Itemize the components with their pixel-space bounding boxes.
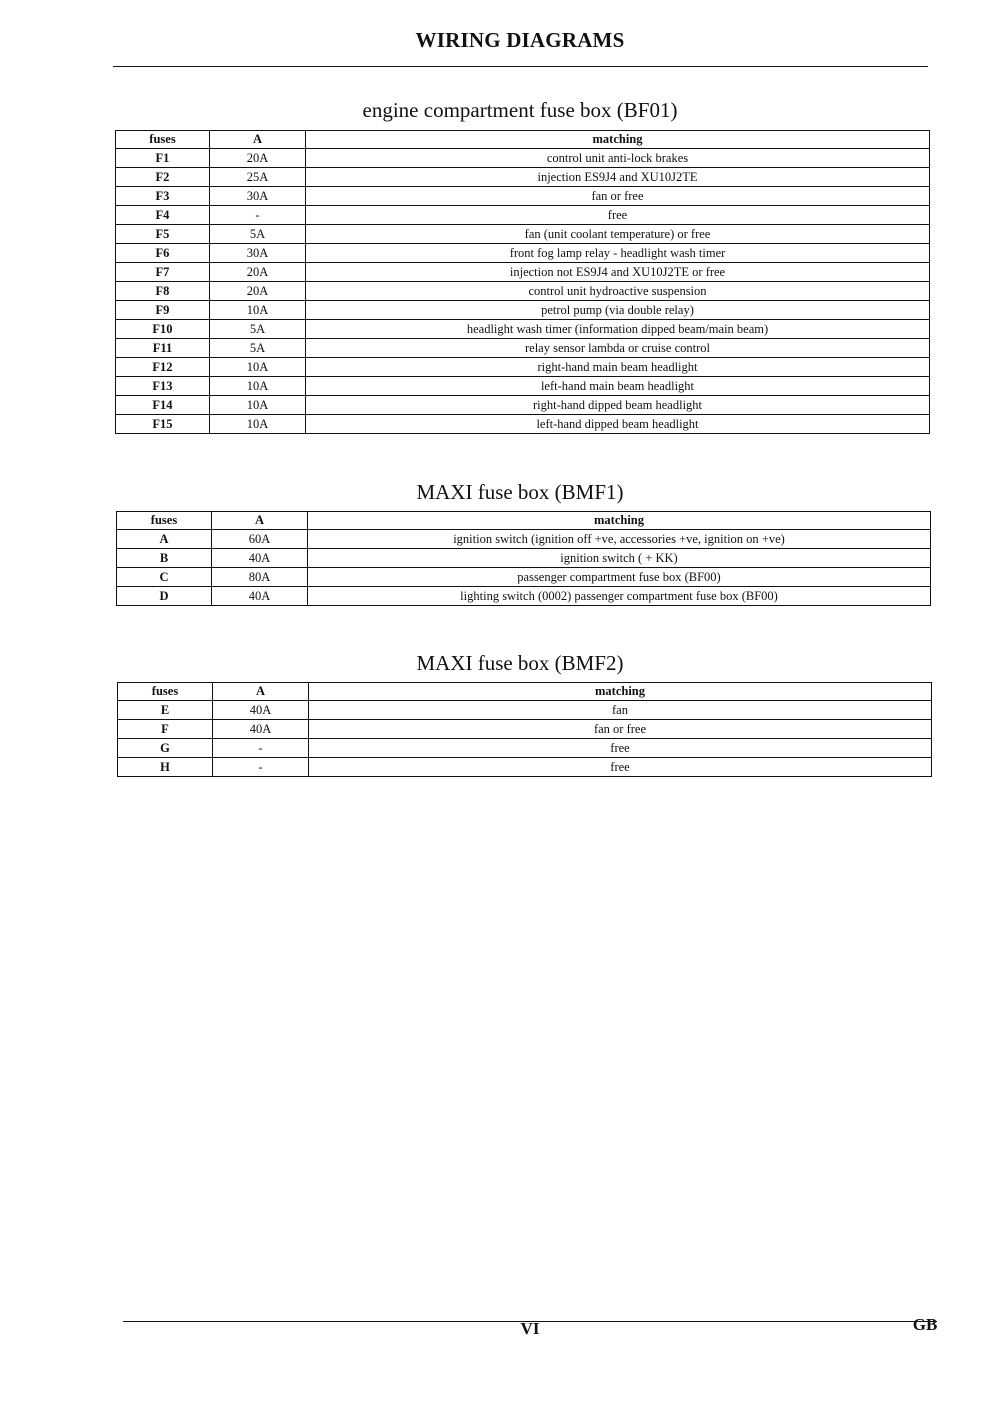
table-row [116,282,930,301]
table-row [117,530,931,549]
column-header-amps: A [213,683,309,701]
table-row [116,206,930,225]
amperage-cell: - [210,206,306,225]
matching-cell: right-hand main beam headlight [306,358,930,377]
amperage-cell: 5A [210,225,306,244]
matching-cell: lighting switch (0002) passenger compartment fuse box (BF00) [308,587,931,606]
fuse-id-cell: F5 [116,225,210,244]
column-header-matching: matching [309,683,932,701]
fuse-id-cell: F2 [116,168,210,187]
table-row [116,149,930,168]
column-header-matching: matching [306,131,930,149]
fuse-id-cell: F4 [116,206,210,225]
fuse-id-cell: F11 [116,339,210,358]
amperage-cell: 40A [212,587,308,606]
fuse-id-cell: F14 [116,396,210,415]
fuse-id-cell: F1 [116,149,210,168]
amperage-cell: 40A [212,549,308,568]
bmf2-table-body [118,701,932,777]
fuse-id-cell: F12 [116,358,210,377]
column-header-fuses: fuses [116,131,210,149]
table-row [118,701,932,720]
table-header-row [116,131,930,149]
column-header-matching: matching [308,512,931,530]
table-header-row [118,683,932,701]
fuse-id-cell: A [117,530,212,549]
table-row [117,568,931,587]
matching-cell: fan or free [309,720,932,739]
header-divider [113,66,928,67]
amperage-cell: 10A [210,358,306,377]
fuse-id-cell: F3 [116,187,210,206]
amperage-cell: - [213,758,309,777]
amperage-cell: 10A [210,377,306,396]
fuse-id-cell: F15 [116,415,210,434]
matching-cell: ignition switch ( + KK) [308,549,931,568]
table-row [116,377,930,396]
matching-cell: right-hand dipped beam headlight [306,396,930,415]
matching-cell: ignition switch (ignition off +ve, accessories +ve, ignition on +ve) [308,530,931,549]
amperage-cell: 30A [210,187,306,206]
amperage-cell: 20A [210,263,306,282]
bmf1-title: MAXI fuse box (BMF1) [416,480,624,504]
table-row [116,263,930,282]
fuse-id-cell: D [117,587,212,606]
fuse-id-cell: H [118,758,213,777]
bmf2-table [117,682,932,777]
amperage-cell: 10A [210,396,306,415]
table-row [116,415,930,434]
bf01-table [115,130,930,434]
amperage-cell: 40A [213,701,309,720]
amperage-cell: - [213,739,309,758]
table-row [116,168,930,187]
amperage-cell: 20A [210,149,306,168]
fuse-id-cell: B [117,549,212,568]
matching-cell: passenger compartment fuse box (BF00) [308,568,931,587]
matching-cell: control unit hydroactive suspension [306,282,930,301]
fuse-id-cell: F7 [116,263,210,282]
amperage-cell: 20A [210,282,306,301]
amperage-cell: 25A [210,168,306,187]
matching-cell: injection not ES9J4 and XU10J2TE or free [306,263,930,282]
table-row [116,396,930,415]
amperage-cell: 60A [212,530,308,549]
table-row [116,358,930,377]
fuse-id-cell: F9 [116,301,210,320]
column-header-fuses: fuses [118,683,213,701]
table-row [116,244,930,263]
language-code: GB [912,1315,938,1334]
amperage-cell: 30A [210,244,306,263]
column-header-amps: A [210,131,306,149]
fuse-id-cell: F13 [116,377,210,396]
matching-cell: injection ES9J4 and XU10J2TE [306,168,930,187]
table-row [118,739,932,758]
bf01-table-body [116,149,930,434]
fuse-id-cell: F10 [116,320,210,339]
page-number: VI [520,1319,540,1338]
table-row [118,758,932,777]
table-row [116,187,930,206]
column-header-fuses: fuses [117,512,212,530]
matching-cell: left-hand dipped beam headlight [306,415,930,434]
amperage-cell: 10A [210,415,306,434]
fuse-id-cell: F6 [116,244,210,263]
matching-cell: fan (unit coolant temperature) or free [306,225,930,244]
fuse-id-cell: C [117,568,212,587]
fuse-id-cell: F [118,720,213,739]
table-header-row [117,512,931,530]
bf01-title: engine compartment fuse box (BF01) [362,98,678,122]
table-row [117,587,931,606]
table-row [118,720,932,739]
matching-cell: front fog lamp relay - headlight wash timer [306,244,930,263]
matching-cell: fan or free [306,187,930,206]
matching-cell: control unit anti-lock brakes [306,149,930,168]
amperage-cell: 10A [210,301,306,320]
matching-cell: free [306,206,930,225]
matching-cell: fan [309,701,932,720]
fuse-id-cell: F8 [116,282,210,301]
amperage-cell: 5A [210,320,306,339]
column-header-amps: A [212,512,308,530]
bmf1-table-body [117,530,931,606]
matching-cell: relay sensor lambda or cruise control [306,339,930,358]
table-row [116,320,930,339]
table-row [117,549,931,568]
matching-cell: free [309,758,932,777]
table-row [116,339,930,358]
bmf2-title: MAXI fuse box (BMF2) [416,651,624,675]
fuse-id-cell: E [118,701,213,720]
amperage-cell: 80A [212,568,308,587]
table-row [116,301,930,320]
matching-cell: headlight wash timer (information dipped beam/main beam) [306,320,930,339]
amperage-cell: 5A [210,339,306,358]
matching-cell: free [309,739,932,758]
matching-cell: petrol pump (via double relay) [306,301,930,320]
amperage-cell: 40A [213,720,309,739]
matching-cell: left-hand main beam headlight [306,377,930,396]
table-row [116,225,930,244]
page-title: WIRING DIAGRAMS [415,28,625,52]
bmf1-table [116,511,931,606]
fuse-id-cell: G [118,739,213,758]
